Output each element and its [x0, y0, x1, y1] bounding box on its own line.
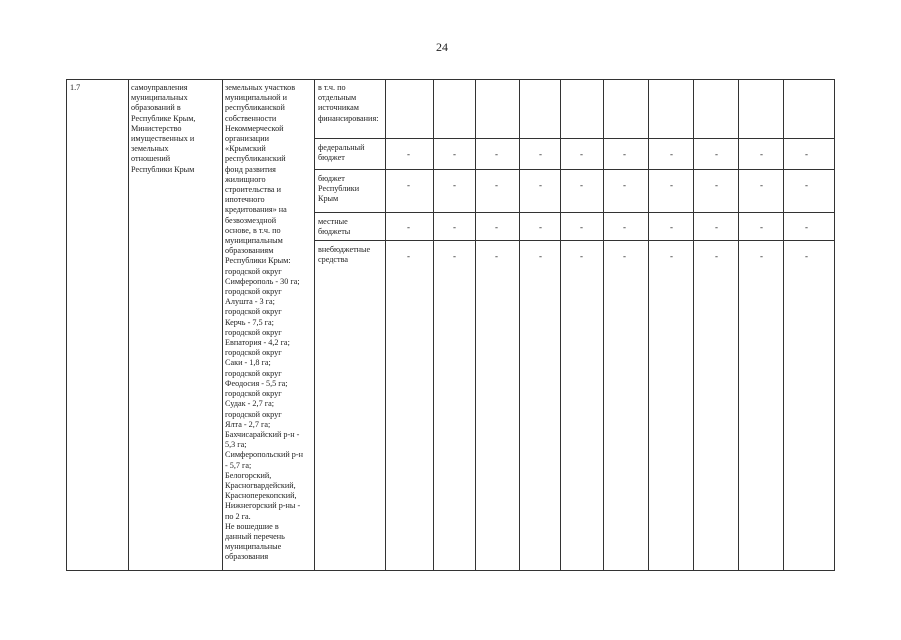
- funding-value: -: [670, 180, 673, 190]
- funding-value: -: [670, 222, 673, 232]
- cell-text-line: земельных участков: [225, 83, 296, 92]
- measure-description-cell: [222, 81, 314, 571]
- budget-table: [66, 79, 835, 571]
- cell-text-line: кредитования» на: [225, 205, 287, 215]
- funding-label-line: Крым: [318, 194, 339, 204]
- funding-value: -: [580, 222, 583, 232]
- grid-vline: [128, 79, 129, 571]
- grid-vline: [222, 79, 223, 571]
- grid-hline: [66, 570, 835, 571]
- funding-label-line: Республики: [318, 184, 360, 194]
- cell-text-line: образованиям: [225, 246, 274, 256]
- funding-value: -: [453, 251, 456, 261]
- cell-text-line: Нижнегорский р-ны -: [225, 501, 301, 511]
- cell-text-line: Ялта - 2,7 га;: [225, 419, 271, 429]
- funding-label-line: местные: [318, 217, 348, 226]
- funding-value: -: [805, 251, 808, 261]
- cell-text-line: городской округ: [225, 368, 282, 378]
- cell-text-line: 5,3 га;: [225, 440, 247, 450]
- funding-value: -: [580, 149, 583, 159]
- page-number: 24: [436, 40, 448, 54]
- funding-label-line: бюджет: [318, 174, 345, 183]
- cell-text-line: жилищного: [225, 174, 266, 184]
- cell-text-line: данный перечень: [225, 531, 285, 541]
- cell-text-line: Министерство: [131, 123, 182, 133]
- grid-hline: [314, 212, 835, 213]
- cell-text-line: городской округ: [225, 307, 282, 317]
- cell-text-line: Республики Крым:: [225, 256, 291, 266]
- funding-value: -: [670, 251, 673, 261]
- funding-value: -: [715, 251, 718, 261]
- funding-value: -: [453, 149, 456, 159]
- funding-value: -: [805, 180, 808, 190]
- cell-text-line: образований в: [131, 103, 181, 113]
- cell-text-line: городской округ: [225, 266, 282, 276]
- cell-text-line: Красноперекопский,: [225, 491, 297, 501]
- grid-vline: [783, 79, 784, 571]
- funding-value: -: [760, 251, 763, 261]
- funding-value: -: [495, 149, 498, 159]
- cell-text-line: отношений: [131, 154, 171, 164]
- funding-label-line: средства: [318, 255, 349, 265]
- cell-text-line: организации: [225, 134, 269, 144]
- grid-hline: [66, 79, 835, 80]
- funding-value: -: [495, 180, 498, 190]
- cell-text-line: Алушта - 3 га;: [225, 297, 275, 307]
- funding-value: -: [407, 222, 410, 232]
- funding-source-label: [315, 172, 385, 207]
- cell-text-line: безвозмездной: [225, 215, 277, 225]
- cell-text-line: Евпатория - 4,2 га;: [225, 338, 290, 348]
- cell-text-line: Некоммерческой: [225, 123, 284, 133]
- grid-vline: [314, 79, 315, 571]
- cell-text-line: земельных: [131, 144, 169, 154]
- cell-text-line: самоуправления: [131, 83, 188, 92]
- funding-value: -: [539, 251, 542, 261]
- cell-text-line: фонд развития: [225, 164, 276, 174]
- cell-text-line: ипотечного: [225, 195, 265, 205]
- cell-text-line: городской округ: [225, 327, 282, 337]
- funding-value: -: [539, 222, 542, 232]
- funding-label-line: отдельным: [318, 93, 357, 103]
- cell-text-line: республиканский: [225, 154, 286, 164]
- cell-text-line: Саки - 1,8 га;: [225, 358, 271, 368]
- grid-vline: [519, 79, 520, 571]
- funding-label-line: внебюджетные: [318, 245, 371, 254]
- funding-value: -: [580, 251, 583, 261]
- cell-text-line: Керчь - 7,5 га;: [225, 317, 274, 327]
- funding-value: -: [623, 222, 626, 232]
- cell-text-line: Судак - 2,7 га;: [225, 399, 274, 409]
- cell-text-line: имущественных и: [131, 134, 195, 144]
- cell-text-line: городской округ: [225, 287, 282, 297]
- cell-text-line: Симферополь - 30 га;: [225, 276, 300, 286]
- funding-value: -: [805, 149, 808, 159]
- funding-value: -: [760, 149, 763, 159]
- funding-source-label: [315, 141, 385, 165]
- funding-value: -: [453, 222, 456, 232]
- funding-value: -: [407, 180, 410, 190]
- grid-vline: [475, 79, 476, 571]
- cell-text-line: Симферопольский р-н: [225, 450, 303, 460]
- funding-source-label: [315, 243, 385, 267]
- cell-text-line: Бахчисарайский р-н -: [225, 429, 300, 439]
- cell-text-line: муниципальных: [131, 93, 188, 103]
- funding-label-line: бюджет: [318, 153, 345, 163]
- funding-value: -: [623, 149, 626, 159]
- cell-text-line: Республики Крым: [131, 164, 195, 174]
- cell-text-line: основе, в т.ч. по: [225, 225, 281, 235]
- grid-hline: [314, 240, 835, 241]
- funding-label-line: федеральный: [318, 143, 365, 152]
- grid-vline: [603, 79, 604, 571]
- funding-value: -: [539, 180, 542, 190]
- cell-text-line: городской округ: [225, 348, 282, 358]
- grid-vline: [834, 79, 835, 571]
- cell-text-line: муниципальной и: [225, 93, 287, 103]
- grid-vline: [433, 79, 434, 571]
- funding-source-label: [315, 81, 385, 126]
- grid-vline: [66, 79, 67, 571]
- funding-value: -: [760, 180, 763, 190]
- cell-text-line: Красногвардейский,: [225, 480, 296, 490]
- funding-label-line: бюджеты: [318, 227, 351, 237]
- cell-text-line: Феодосия - 5,5 га;: [225, 378, 288, 388]
- cell-text-line: муниципальным: [225, 236, 283, 246]
- responsible-executor-cell: [128, 81, 222, 571]
- cell-text-line: городской округ: [225, 389, 282, 399]
- cell-text-line: муниципальные: [225, 542, 282, 552]
- grid-vline: [560, 79, 561, 571]
- grid-vline: [738, 79, 739, 571]
- cell-text-line: Не вошедшие в: [225, 521, 279, 531]
- cell-text-line: строительства и: [225, 185, 281, 195]
- cell-text-line: Белогорский,: [225, 470, 272, 480]
- funding-value: -: [715, 149, 718, 159]
- funding-value: -: [715, 222, 718, 232]
- funding-value: -: [760, 222, 763, 232]
- funding-value: -: [623, 251, 626, 261]
- cell-text-line: Республике Крым,: [131, 113, 196, 123]
- cell-text-line: «Крымский: [225, 144, 266, 154]
- row-index: 1.7: [70, 83, 81, 92]
- cell-text-line: республиканской: [225, 103, 285, 113]
- funding-value: -: [580, 180, 583, 190]
- funding-label-line: в т.ч. по: [318, 83, 346, 92]
- grid-vline: [693, 79, 694, 571]
- cell-text-line: - 5,7 га;: [225, 460, 252, 470]
- cell-text-line: по 2 га.: [225, 511, 251, 521]
- grid-vline: [648, 79, 649, 571]
- funding-label-line: источникам: [318, 103, 359, 113]
- funding-value: -: [453, 180, 456, 190]
- cell-text-line: образования: [225, 552, 269, 562]
- funding-value: -: [407, 251, 410, 261]
- funding-source-label: [315, 215, 385, 239]
- funding-label-line: финансирования:: [318, 113, 379, 123]
- grid-hline: [314, 138, 835, 139]
- cell-text-line: городской округ: [225, 409, 282, 419]
- funding-value: -: [407, 149, 410, 159]
- grid-hline: [314, 169, 835, 170]
- funding-value: -: [539, 149, 542, 159]
- funding-value: -: [623, 180, 626, 190]
- funding-value: -: [495, 251, 498, 261]
- cell-text-line: собственности: [225, 113, 277, 123]
- funding-value: -: [670, 149, 673, 159]
- funding-value: -: [805, 222, 808, 232]
- funding-value: -: [495, 222, 498, 232]
- grid-vline: [385, 79, 386, 571]
- funding-value: -: [715, 180, 718, 190]
